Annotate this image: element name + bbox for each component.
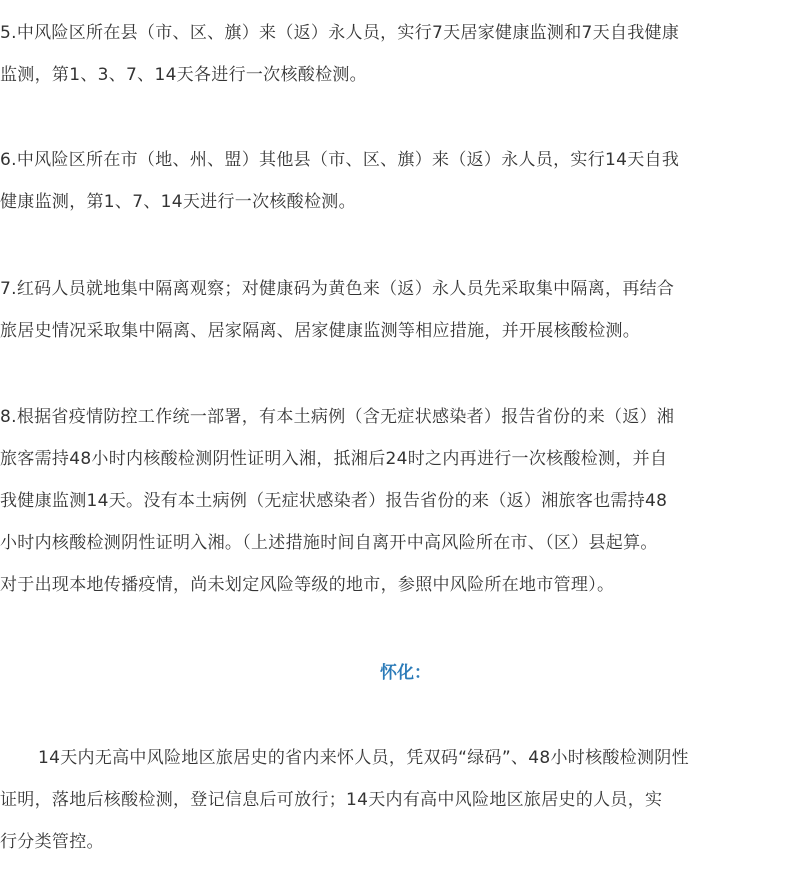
paragraph-5 bbox=[0, 12, 811, 96]
paragraph-line: 旅客需持48小时内核酸检测阴性证明入湘，抵湘后24时之内再进行一次核酸检测，并自 bbox=[0, 449, 668, 469]
paragraph-line: 我健康监测14天。没有本土病例（无症状感染者）报告省份的来（返）湘旅客也需持48 bbox=[0, 491, 668, 511]
paragraph-huaihua bbox=[0, 737, 811, 863]
paragraph-line: 8.根据省疫情防控工作统一部署，有本土病例（含无症状感染者）报告省份的来（返）湘 bbox=[0, 407, 675, 427]
paragraph-line: 6.中风险区所在市（地、州、盟）其他县（市、区、旗）来（返）永人员，实行14天自我 bbox=[0, 150, 680, 170]
paragraph-line: 14天内无高中风险地区旅居史的省内来怀人员，凭双码“绿码”、48小时核酸检测阴性 bbox=[38, 748, 689, 768]
paragraph-line: 监测，第1、3、7、14天各进行一次核酸检测。 bbox=[0, 65, 367, 85]
paragraph-8 bbox=[0, 396, 811, 606]
paragraph-line: 证明，落地后核酸检测，登记信息后可放行；14天内有高中风险地区旅居史的人员，实 bbox=[0, 790, 663, 810]
paragraph-line: 旅居史情况采取集中隔离、居家隔离、居家健康监测等相应措施，并开展核酸检测。 bbox=[0, 321, 641, 341]
paragraph-line: 行分类管控。 bbox=[0, 832, 104, 852]
paragraph-line: 对于出现本地传播疫情，尚未划定风险等级的地市，参照中风险所在地市管理）。 bbox=[0, 575, 615, 595]
paragraph-line: 小时内核酸检测阴性证明入湘。（上述措施时间自离开中高风险所在市、（区）县起算。 bbox=[0, 533, 658, 553]
section-heading-huaihua: 怀化： bbox=[380, 663, 431, 683]
paragraph-line: 7.红码人员就地集中隔离观察；对健康码为黄色来（返）永人员先采取集中隔离，再结合 bbox=[0, 279, 675, 299]
paragraph-line: 健康监测，第1、7、14天进行一次核酸检测。 bbox=[0, 192, 356, 212]
paragraph-7 bbox=[0, 268, 811, 352]
paragraph-line: 5.中风险区所在县（市、区、旗）来（返）永人员，实行7天居家健康监测和7天自我健康 bbox=[0, 23, 680, 43]
paragraph-6 bbox=[0, 139, 811, 223]
